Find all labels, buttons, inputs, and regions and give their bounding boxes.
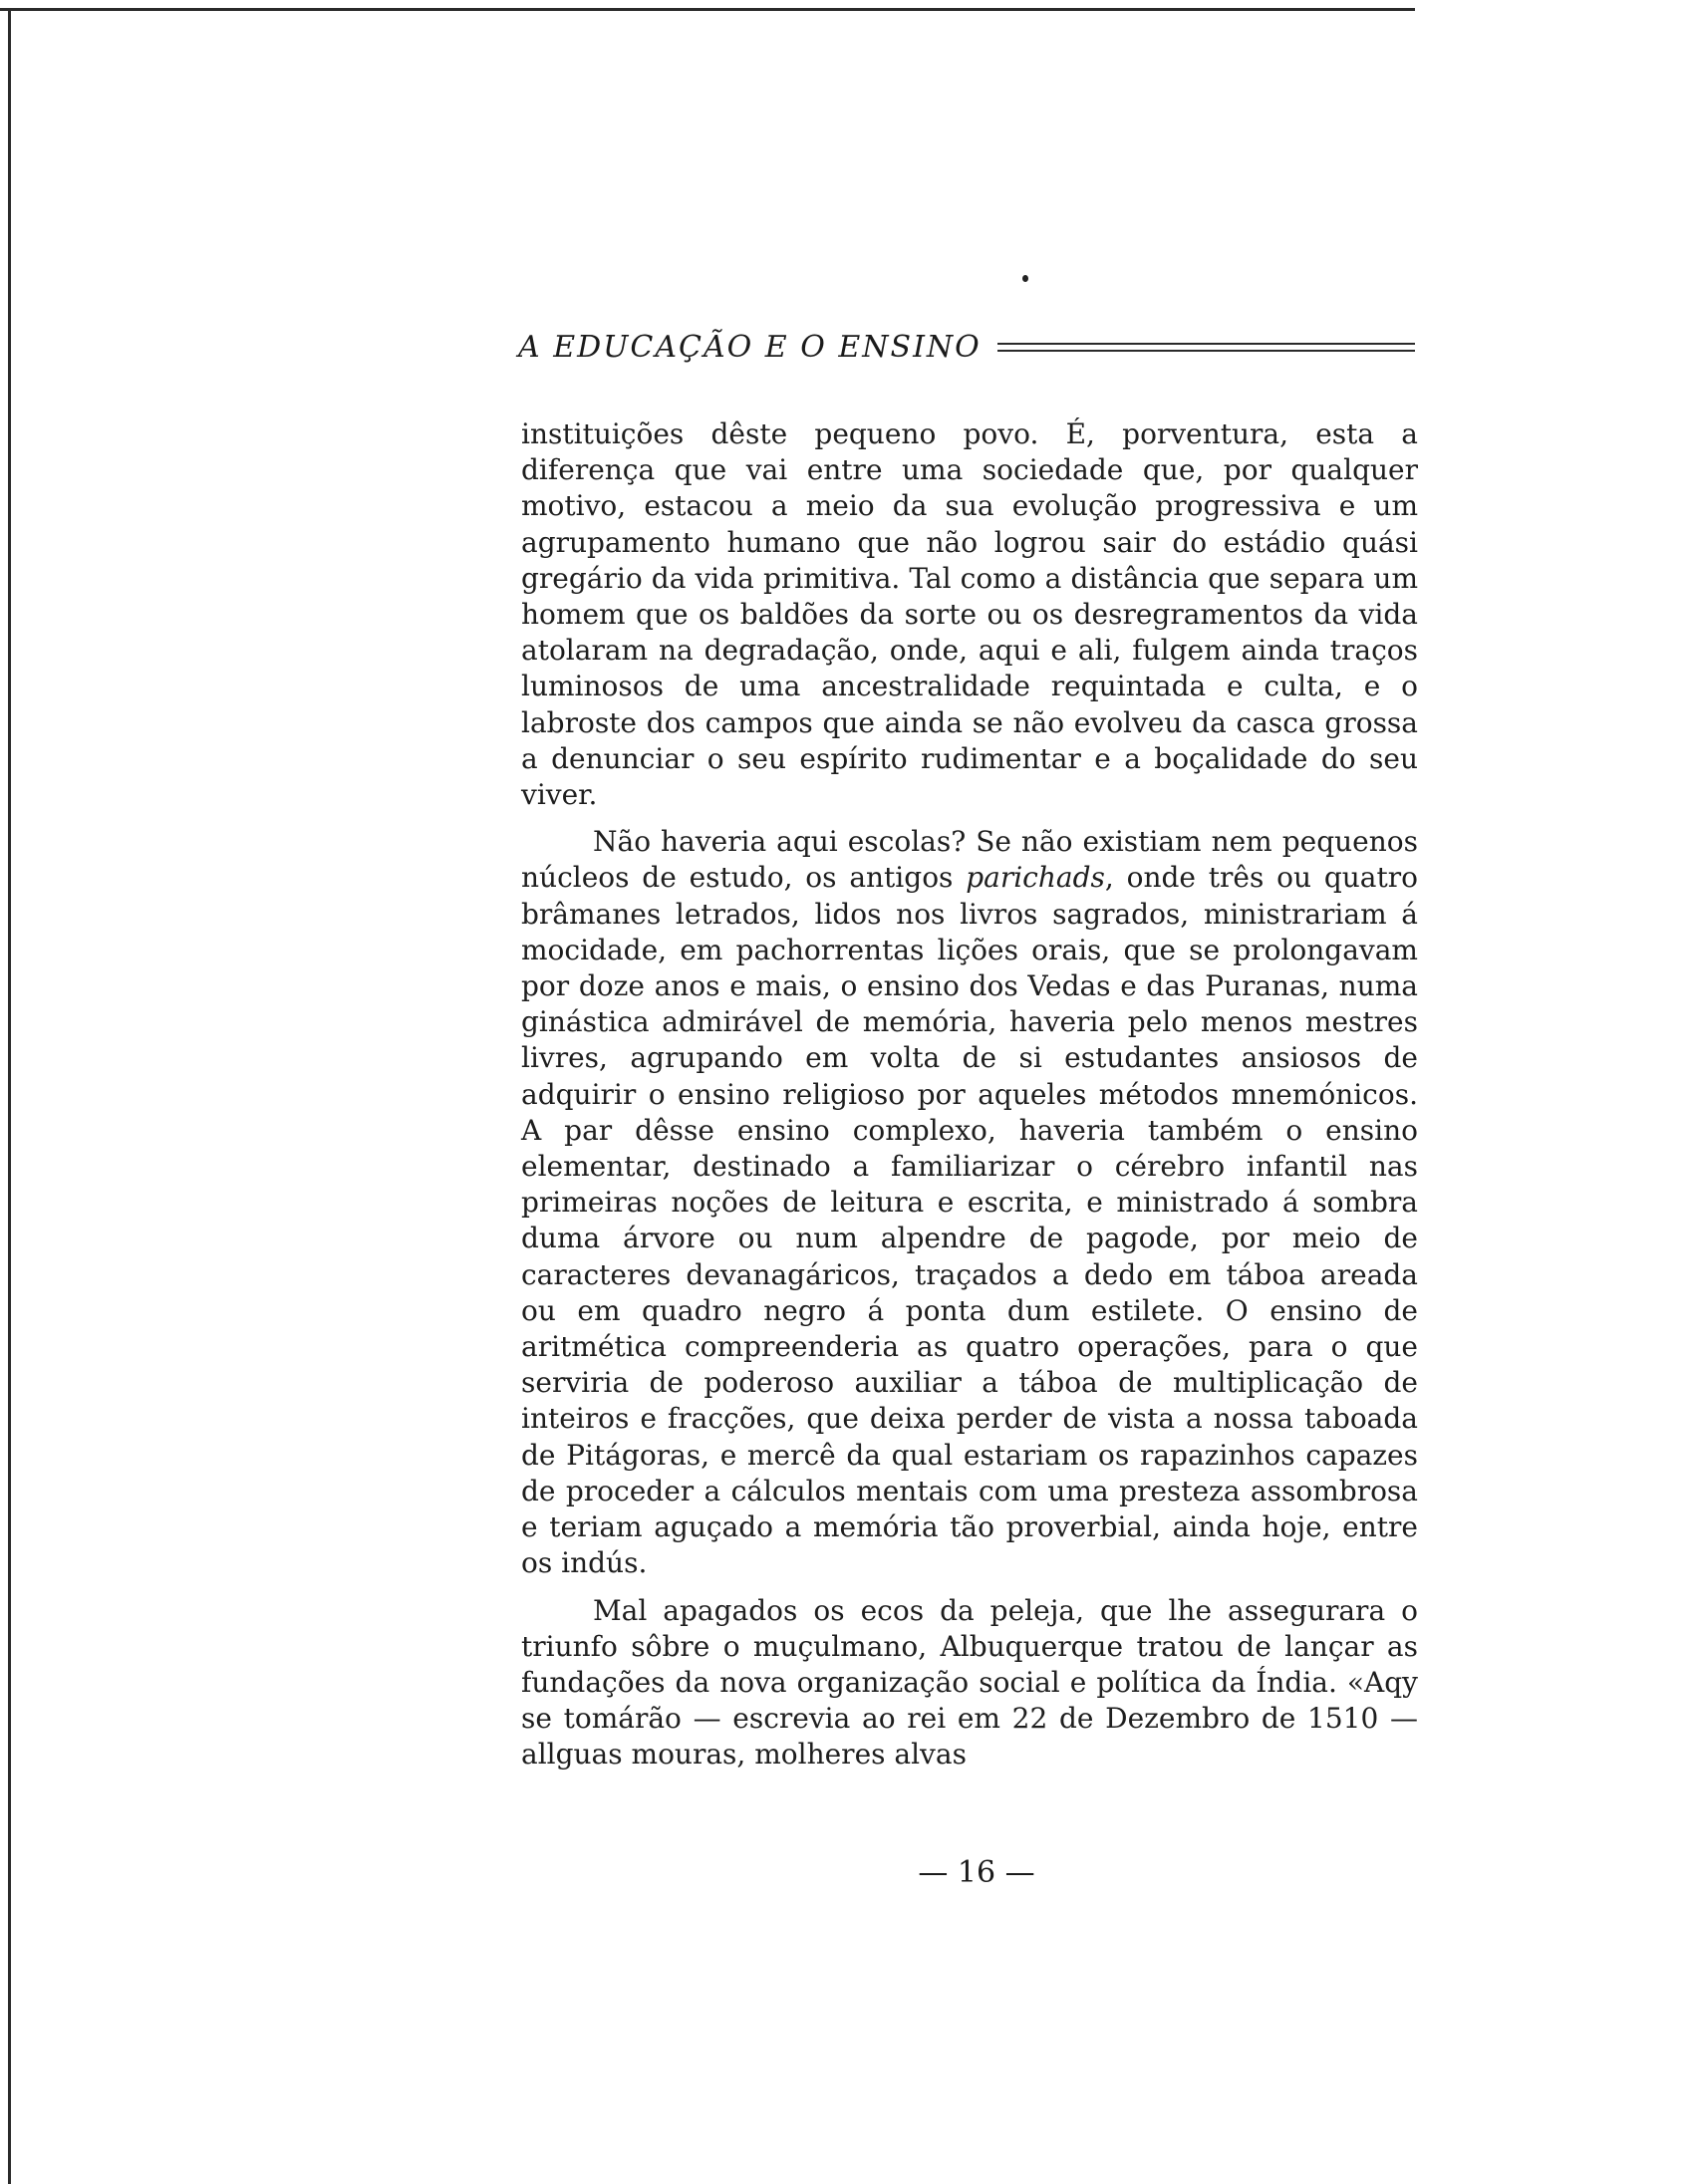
paragraph-2-italic-term: parichads <box>966 861 1105 895</box>
paragraph-2-text-end: , onde três ou quatro brâmanes letrados, lidos nos livros sagrados, ministrariam á mocidade, em pachorrentas lições orais, que se prolongavam por doze anos e mais, o ensino dos Vedas e das Puranas, numa ginástica admirável de memória, haveria pelo menos mestres livres, agrupando em volta de si estudantes ansiosos de adquirir o ensino religioso por aqueles métodos mnemónicos. A par dêsse ensino complexo, haveria também o ensino elementar, destinado a familiarizar o cérebro infantil nas primeiras noções de leitura e escrita, e ministrado á sombra duma árvore ou num alpendre de pagode, por meio de caracteres devanagáricos, traçados a dedo em táboa areada ou em quadro negro á ponta dum estilete. O ensino de aritmética compreenderia as quatro operações, para o que serviria de poderoso auxiliar a táboa de multiplicação de inteiros e fracções, que deixa perder de vista a nossa taboada de Pitágoras, e mercê da qual estariam os rapazinhos capazes de proceder a cálculos mentais com uma presteza assombrosa e teriam aguçado a memória tão proverbial, ainda hoje, entre os indús. <box>521 861 1418 1580</box>
running-head-rule <box>997 343 1415 352</box>
body-text <box>521 416 1418 1774</box>
paragraph-1 <box>521 416 1418 813</box>
paragraph-3 <box>521 1593 1418 1774</box>
page-edge-left <box>8 8 11 2184</box>
paragraph-2-text-start: Não haveria aqui escolas? Se não existiam nem pequenos núcleos de estudo, os antigos <box>521 825 1418 895</box>
paragraph-2 <box>521 824 1418 1581</box>
page-edge-top <box>0 8 1415 11</box>
paragraph-3-text: Mal apagados os ecos da peleja, que lhe assegurara o triunfo sôbre o muçulmano, Albuquerque tratou de lançar as fundações da nova organização social e política da Índia. «Aqy se tomárão — escrevia ao rei em 22 de Dezembro de 1510 — allguas mouras, molheres alvas <box>521 1593 1418 1772</box>
paragraph-1-text: instituições dêste pequeno povo. É, porventura, esta a diferença que vai entre uma sociedade que, por qualquer motivo, estacou a meio da sua evolução progressiva e um agrupamento humano que não logrou sair do estádio quási gregário da vida primitiva. Tal como a distância que separa um homem que os baldões da sorte ou os desregramentos da vida atolaram na degradação, onde, aqui e ali, fulgem ainda traços luminosos de uma ancestralidade requintada e culta, e o labroste dos campos que ainda se não evolveu da casca grossa a denunciar o seu espírito rudimentar e a boçalidade do seu viver. <box>521 417 1418 812</box>
page-number: — 16 — <box>918 1855 1035 1890</box>
running-head-title: A EDUCAÇÃO E O ENSINO <box>518 329 982 365</box>
ink-speck <box>1022 275 1028 282</box>
running-head <box>518 325 1415 369</box>
